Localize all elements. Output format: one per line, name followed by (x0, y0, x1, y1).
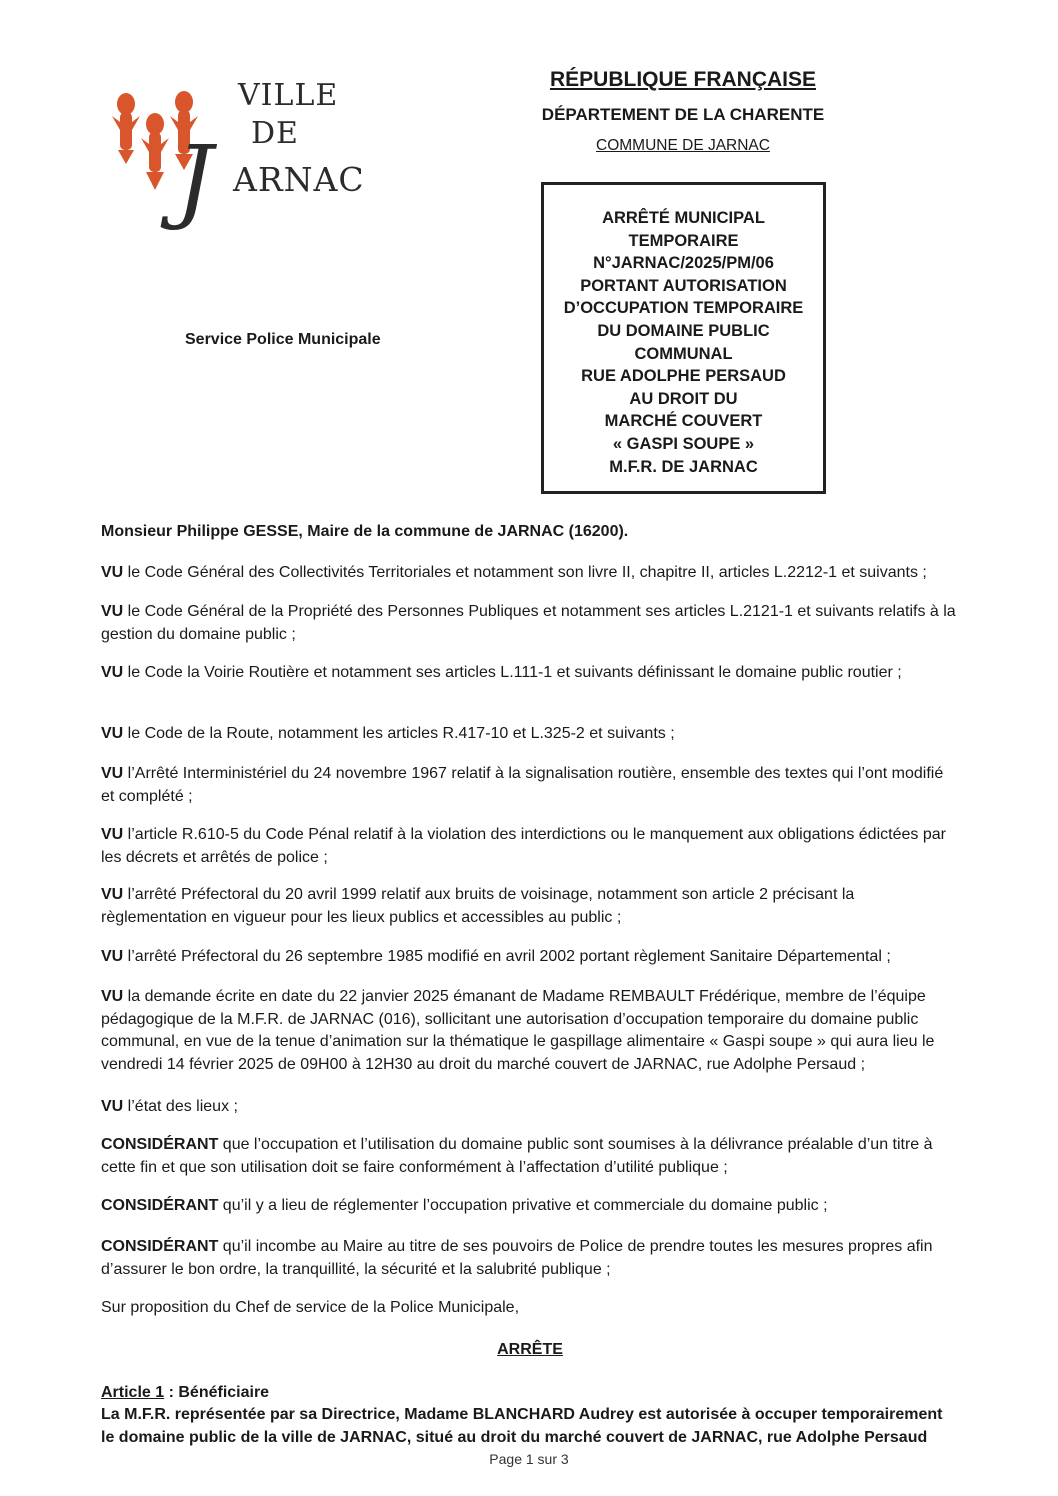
vu-lead: VU (101, 948, 124, 965)
mayor-line: Monsieur Philippe GESSE, Maire de la commune de JARNAC (16200). (101, 523, 629, 540)
arrete-box-line: D’OCCUPATION TEMPORAIRE (563, 299, 804, 318)
vu-text: l’article R.610-5 du Code Pénal relatif à la violation des interdictions ou le manquement aux obligations édictées par les décrets et arrêtés de police ; (101, 826, 946, 866)
vu-text: le Code Général des Collectivités Territoriales et notamment son livre II, chapitre II, articles L.2212-1 et suivants ; (123, 564, 927, 581)
arrete-heading (101, 1339, 959, 1362)
considerant-text: qu’il incombe au Maire au titre de ses pouvoirs de Police de prendre toutes les mesures propres afin d’assurer le bon ordre, la tranquillité, la sécurité et la salubrité publique ; (101, 1238, 933, 1278)
vu-paragraph (101, 946, 959, 969)
vu-lead: VU (101, 564, 124, 581)
vu-text: l’état des lieux ; (123, 1098, 238, 1115)
arrete-box-line: AU DROIT DU (629, 389, 738, 408)
vu-paragraph (101, 662, 959, 685)
vu-lead: VU (101, 725, 124, 742)
service-label: Service Police Municipale (185, 331, 381, 348)
vu-paragraph (101, 884, 959, 929)
article-1-text: La M.F.R. représentée par sa Directrice, Madame BLANCHARD Audrey est autorisée à occuper temporairement le domaine public de la ville de JARNAC, situé au droit du marché couvert de JARNAC, rue Adolphe Persaud (101, 1406, 943, 1446)
vu-paragraph (101, 824, 959, 869)
vu-text: l’arrêté Préfectoral du 26 septembre 1985 modifié en avril 2002 portant règlement Sanitaire Départemental ; (123, 948, 891, 965)
arrete-box-line: « GASPI SOUPE » (612, 434, 755, 453)
logo-de: DE (251, 116, 299, 151)
vu-text: la demande écrite en date du 22 janvier 2025 émanant de Madame REMBAULT Frédérique, membre de l’équipe pédagogique de la M.F.R. de JARNAC (016), sollicitant une autorisation d’occupation temporaire du domaine public communal, en vue de la tenue d’animation sur la thématique le gaspillage alimentaire « Gaspi soupe » qui aura lieu le vendredi 14 février 2025 de 09H00 à 12H30 au droit du marché couvert de JARNAC, rue Adolphe Persaud ; (101, 988, 935, 1073)
proposition-line: Sur proposition du Chef de service de la Police Municipale, (101, 1299, 520, 1316)
vu-lead: VU (101, 886, 124, 903)
vu-lead: VU (101, 664, 124, 681)
vu-lead: VU (101, 826, 124, 843)
vu-lead: VU (101, 988, 124, 1005)
arrete-heading-text: ARRÊTE (497, 1341, 563, 1358)
logo-j-initial: J (176, 126, 214, 233)
arrete-box-line: PORTANT AUTORISATION (580, 276, 787, 295)
logo-ville: VILLE (238, 78, 339, 113)
vu-text: l’Arrêté Interministériel du 24 novembre 1967 relatif à la signalisation routière, ensemble des textes qui l’ont modifié et complété ; (101, 765, 944, 805)
article-1-title: : Bénéficiaire (164, 1384, 270, 1401)
vu-text: le Code Général de la Propriété des Personnes Publiques et notamment ses articles L.2121-1 et suivants relatifs à la gestion du domaine public ; (101, 603, 956, 643)
considerant-text: que l’occupation et l’utilisation du domaine public sont soumises à la délivrance préalable d’un titre à cette fin et que son utilisation doit se faire conformément à l’affectation d’utilité publique ; (101, 1136, 933, 1176)
considerant-lead: CONSIDÉRANT (101, 1136, 219, 1153)
article-1-heading (101, 1382, 959, 1405)
vu-paragraph (101, 986, 959, 1076)
vu-text: le Code de la Route, notamment les articles R.417-10 et L.325-2 et suivants ; (123, 725, 675, 742)
logo-arnac: ARNAC (233, 160, 365, 199)
vu-text: le Code la Voirie Routière et notamment ses articles L.111-1 et suivants définissant le domaine public routier ; (123, 664, 902, 681)
arrete-box-line: RUE ADOLPHE PERSAUD (581, 367, 786, 386)
page-number: Page 1 sur 3 (489, 1451, 569, 1467)
considerant-text: qu’il y a lieu de réglementer l’occupation privative et commerciale du domaine public ; (218, 1197, 828, 1214)
republic-heading: RÉPUBLIQUE FRANÇAISE (549, 68, 817, 91)
vu-paragraph (101, 723, 959, 746)
arrete-title-box (541, 182, 826, 494)
vu-lead: VU (101, 603, 124, 620)
vu-lead: VU (101, 765, 124, 782)
article-1-label: Article 1 (101, 1384, 165, 1401)
arrete-box-line: MARCHÉ COUVERT (604, 412, 763, 431)
considerant-lead: CONSIDÉRANT (101, 1197, 219, 1214)
considerant-paragraph (101, 1195, 959, 1218)
commune-heading: COMMUNE DE JARNAC (596, 137, 770, 154)
vu-paragraph (101, 562, 959, 585)
department-heading: DÉPARTEMENT DE LA CHARENTE (541, 105, 825, 124)
vu-paragraph (101, 601, 959, 646)
vu-lead: VU (101, 1098, 124, 1115)
arrete-box-line: M.F.R. DE JARNAC (609, 457, 758, 476)
arrete-box-line: ARRÊTÉ MUNICIPAL (602, 209, 765, 227)
considerant-paragraph (101, 1236, 959, 1281)
arrete-box-line: DU DOMAINE PUBLIC (597, 321, 770, 340)
considerant-paragraph (101, 1134, 959, 1179)
arrete-box-line: TEMPORAIRE (628, 231, 739, 250)
arrete-box-line: COMMUNAL (634, 344, 733, 363)
vu-text: l’arrêté Préfectoral du 20 avril 1999 relatif aux bruits de voisinage, notamment son article 2 précisant la règlementation en vigueur pour les lieux publics et accessibles au public ; (101, 886, 855, 926)
considerant-lead: CONSIDÉRANT (101, 1238, 219, 1255)
vu-paragraph (101, 763, 959, 808)
vu-paragraph (101, 1096, 959, 1119)
ville-de-jarnac-logo (108, 78, 380, 233)
arrete-box-line: N°JARNAC/2025/PM/06 (593, 254, 774, 273)
